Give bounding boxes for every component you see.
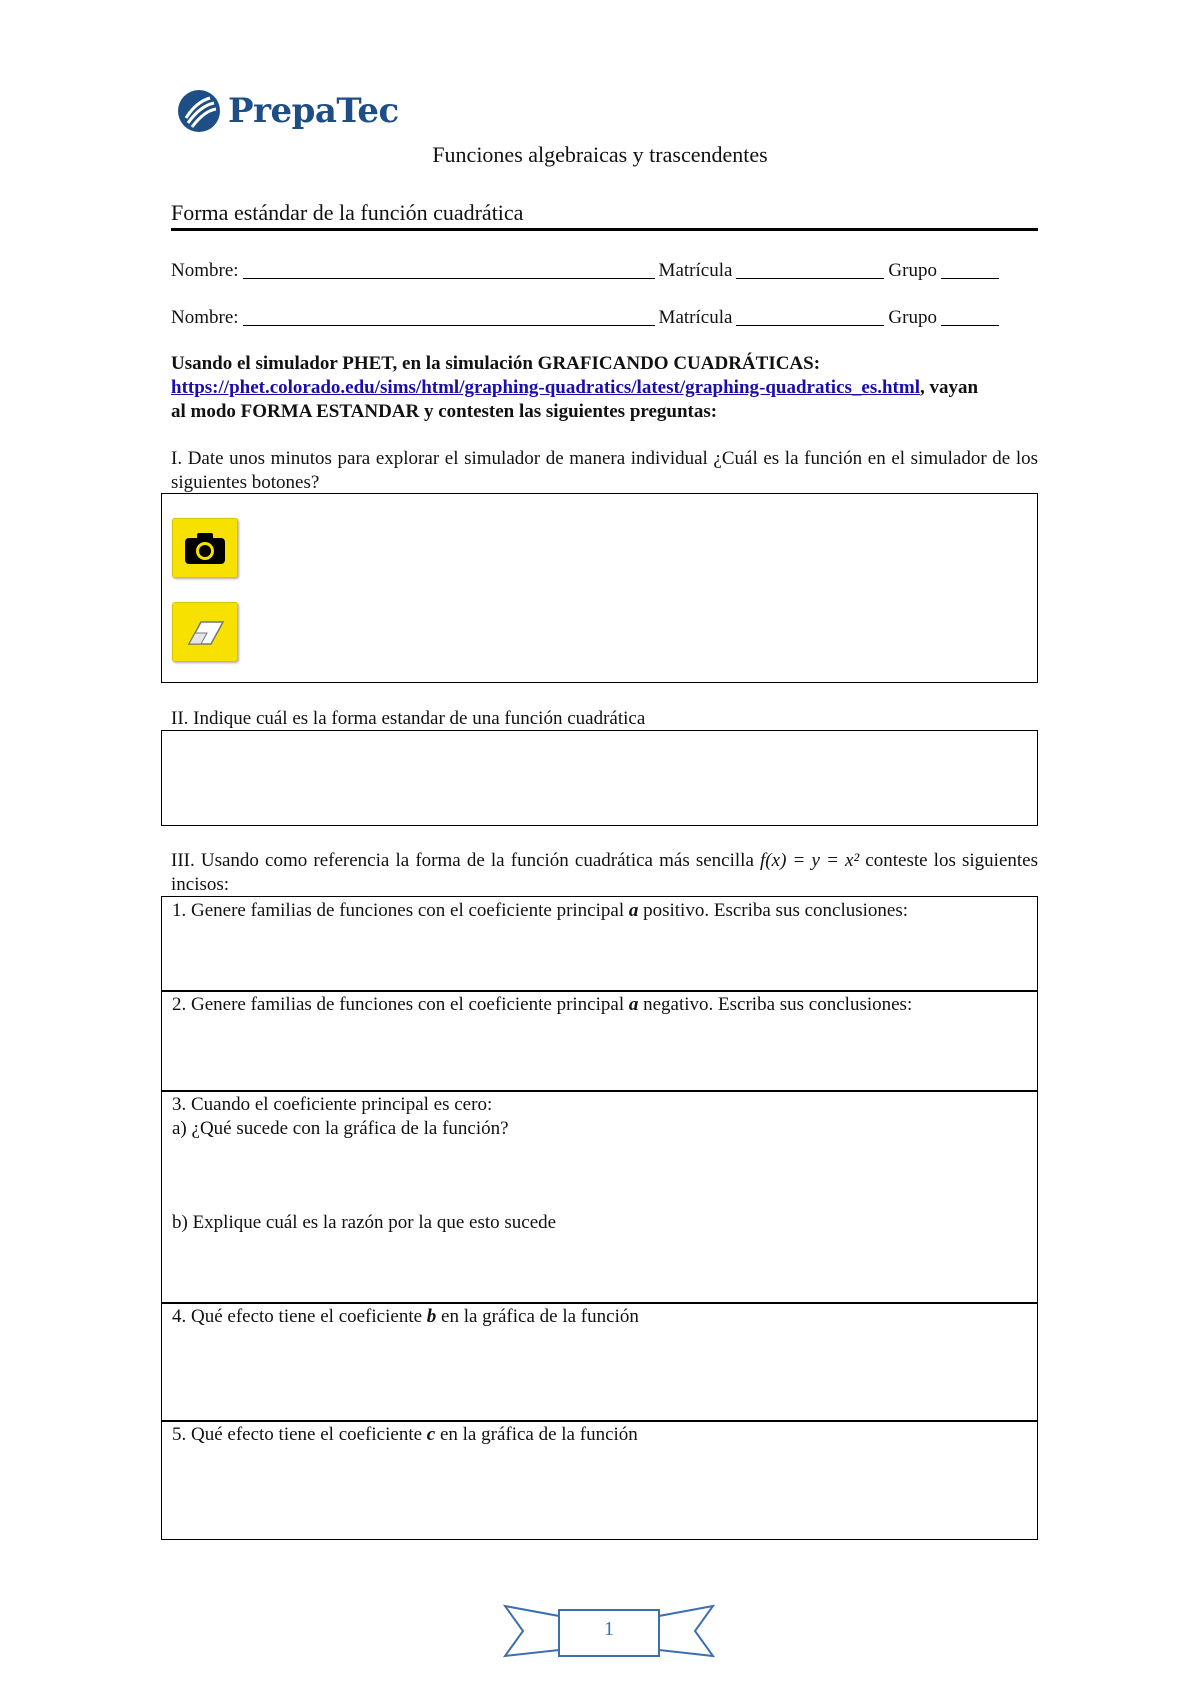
section-3-prompt-before: III. Usando como referencia la forma de la función cuadrática más sencilla (171, 850, 754, 871)
question-3b: b) Explique cuál es la razón por la que esto sucede (172, 1212, 557, 1233)
title-divider (171, 228, 1038, 231)
prepatec-logo (176, 88, 399, 134)
eraser-icon (172, 602, 238, 662)
question-3-box[interactable] (161, 1090, 1038, 1304)
phet-link[interactable]: https://phet.colorado.edu/sims/html/graphing-quadratics/latest/graphing-quadratics_es.html (171, 377, 920, 398)
question-3-text (172, 1093, 1027, 1235)
instructions-line-2-suffix: , vayan (919, 377, 979, 398)
nombre-field[interactable] (243, 307, 655, 326)
grupo-field[interactable] (941, 307, 999, 326)
question-2-text: 2. Genere familias de funciones con el coeficiente principal a negativo. Escriba sus conclusiones: (172, 994, 913, 1015)
question-1-box[interactable] (161, 896, 1038, 992)
student-row-2 (171, 307, 1003, 329)
question-2-box[interactable] (161, 990, 1038, 1092)
instructions-line-3: al modo FORMA ESTANDAR y contesten las siguientes preguntas: (171, 401, 718, 422)
grupo-field[interactable] (941, 260, 999, 279)
question-4-text: 4. Qué efecto tiene el coeficiente b en la gráfica de la función (172, 1306, 639, 1327)
section-1-answer-box[interactable] (161, 493, 1038, 683)
coefficient-a: a (628, 900, 639, 921)
matricula-field[interactable] (736, 260, 884, 279)
grupo-label: Grupo (888, 260, 937, 281)
camera-icon (172, 518, 238, 578)
section-3-prompt (171, 849, 1038, 897)
nombre-label: Nombre: (171, 307, 239, 328)
instructions-line-1: Usando el simulador PHET, en la simulación GRAFICANDO CUADRÁTICAS: (171, 353, 821, 374)
coefficient-a: a (628, 994, 639, 1015)
brand-name: PrepaTec (228, 91, 399, 131)
section-3-prompt-after: conteste los siguientes incisos: (171, 850, 1038, 895)
instructions (171, 352, 1038, 424)
matricula-label: Matrícula (658, 260, 733, 281)
question-4-box[interactable] (161, 1302, 1038, 1422)
question-5-text: 5. Qué efecto tiene el coeficiente c en la gráfica de la función (172, 1424, 638, 1445)
grupo-label: Grupo (888, 307, 937, 328)
section-2-answer-box[interactable] (161, 730, 1038, 826)
section-1-prompt: I. Date unos minutos para explorar el simulador de manera individual ¿Cuál es la función en el simulador de los siguientes botones? (171, 448, 1038, 493)
section-2-prompt: II. Indique cuál es la forma estandar de una función cuadrática (171, 708, 646, 729)
prepatec-emblem-icon (176, 88, 222, 134)
student-row-1 (171, 260, 1003, 282)
question-3a: a) ¿Qué sucede con la gráfica de la función? (172, 1118, 509, 1139)
section-3-formula: f(x) = y = x² (760, 850, 860, 871)
page-footer-ribbon (503, 1600, 715, 1662)
question-1-text: 1. Genere familias de funciones con el coeficiente principal a positivo. Escriba sus conclusiones: (172, 900, 909, 921)
matricula-label: Matrícula (658, 307, 733, 328)
coefficient-b: b (426, 1306, 437, 1327)
document-title: Funciones algebraicas y trascendentes (432, 142, 768, 167)
coefficient-c: c (426, 1424, 436, 1445)
question-5-box[interactable] (161, 1420, 1038, 1540)
matricula-field[interactable] (736, 307, 884, 326)
document-subtitle: Forma estándar de la función cuadrática (171, 200, 524, 225)
nombre-label: Nombre: (171, 260, 239, 281)
page-number: 1 (604, 1618, 614, 1640)
question-3-intro: 3. Cuando el coeficiente principal es cero: (172, 1094, 493, 1115)
nombre-field[interactable] (243, 260, 655, 279)
